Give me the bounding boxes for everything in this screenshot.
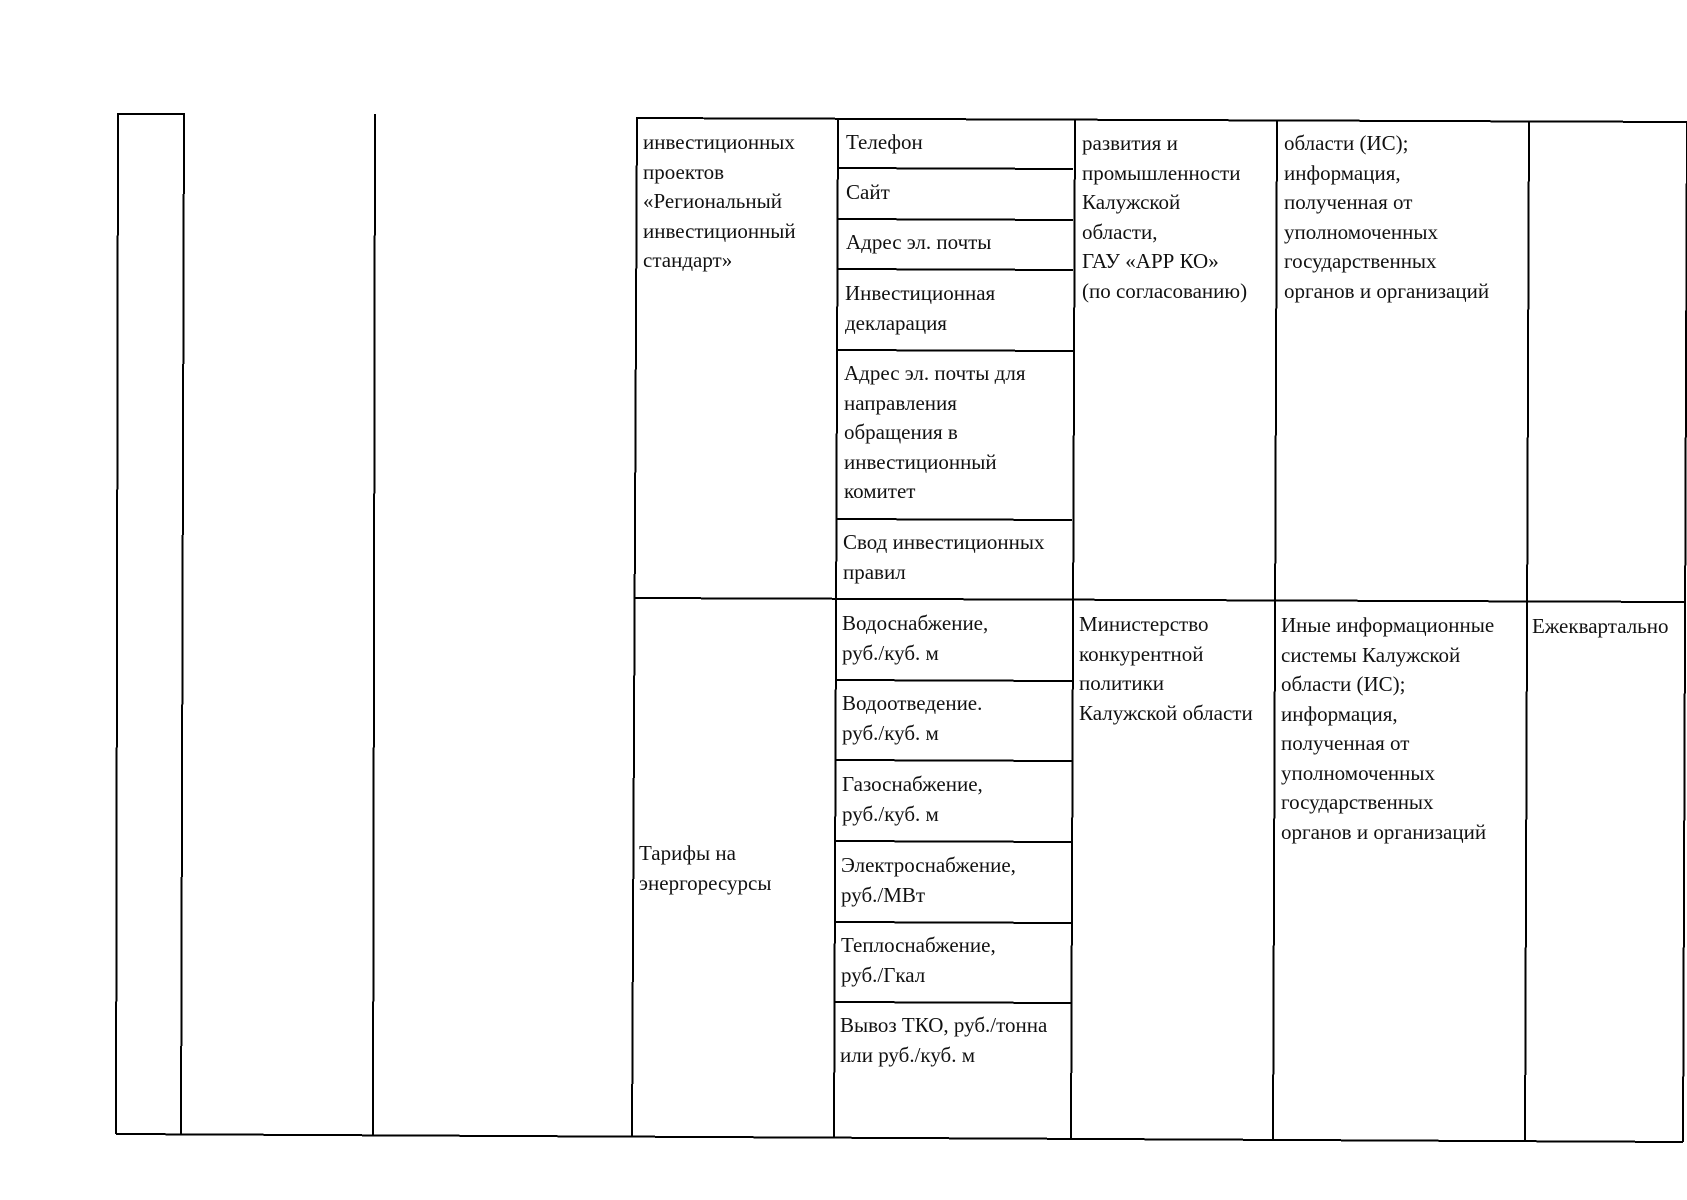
col-border-6 — [1071, 119, 1075, 1139]
cell-frequency-quarterly: Ежеквартально — [1532, 614, 1669, 638]
col-border-2 — [181, 113, 184, 1135]
cell-source-info-systems: Иные информационные системы Калужской области (ИС); информация, полученная от уполномоченных государственных органов и организаций — [1281, 613, 1495, 844]
subrow-divider — [835, 841, 1072, 842]
subrow-divider — [836, 519, 1072, 520]
cell-item-investment-declaration: Инвестиционная декларация — [845, 281, 996, 335]
col-border-3 — [373, 114, 375, 1136]
col-border-5 — [834, 118, 838, 1138]
col-border-7 — [1273, 120, 1277, 1140]
subrow-divider — [835, 760, 1072, 761]
cell-item-gas-supply: Газоснабжение, руб./куб. м — [842, 772, 983, 826]
cell-item-email-committee: Адрес эл. почты для направления обращения в инвестиционный комитет — [844, 361, 1026, 503]
cell-item-site: Сайт — [846, 180, 890, 204]
subrow-divider — [835, 922, 1071, 923]
cell-item-water-supply: Водоснабжение, руб./куб. м — [842, 611, 989, 665]
cell-responsible-cont: развития и промышленности Калужской области, ГАУ «АРР КО» (по согласованию) — [1082, 131, 1248, 303]
cell-item-electricity: Электроснабжение, руб./МВт — [841, 853, 1016, 907]
cell-item-waste-removal: Вывоз ТКО, руб./тонна или руб./куб. м — [840, 1013, 1048, 1067]
top-border-right — [637, 118, 1687, 122]
col-border-8 — [1525, 121, 1529, 1141]
bottom-border — [116, 1134, 1683, 1142]
cell-source-cont: области (ИС); информация, полученная от уполномоченных государственных органов и организаций — [1284, 131, 1490, 303]
cell-item-water-disposal: Водоотведение. руб./куб. м — [842, 691, 983, 745]
cell-item-heat-supply: Теплоснабжение, руб./Гкал — [841, 933, 996, 987]
subrow-divider — [837, 269, 1073, 270]
col-border-1 — [116, 113, 118, 1134]
cell-responsible-ministry: Министерство конкурентной политики Калужской области — [1079, 612, 1253, 725]
col-border-9 — [1683, 122, 1687, 1142]
subrow-divider — [834, 1002, 1071, 1003]
cell-item-phone: Телефон — [846, 130, 923, 154]
cell-item-email: Адрес эл. почты — [846, 230, 992, 254]
cell-energy-tariffs: Тарифы на энергоресурсы — [639, 841, 772, 895]
subrow-divider — [837, 219, 1073, 220]
col-border-4 — [632, 117, 637, 1137]
subrow-divider — [837, 350, 1073, 351]
cell-investment-standard-cont: инвестиционных проектов «Региональный инвестиционный стандарт» — [643, 130, 796, 272]
cell-item-investment-rules: Свод инвестиционных правил — [843, 530, 1045, 584]
subrow-divider — [835, 680, 1072, 681]
subrow-divider — [837, 168, 1073, 169]
